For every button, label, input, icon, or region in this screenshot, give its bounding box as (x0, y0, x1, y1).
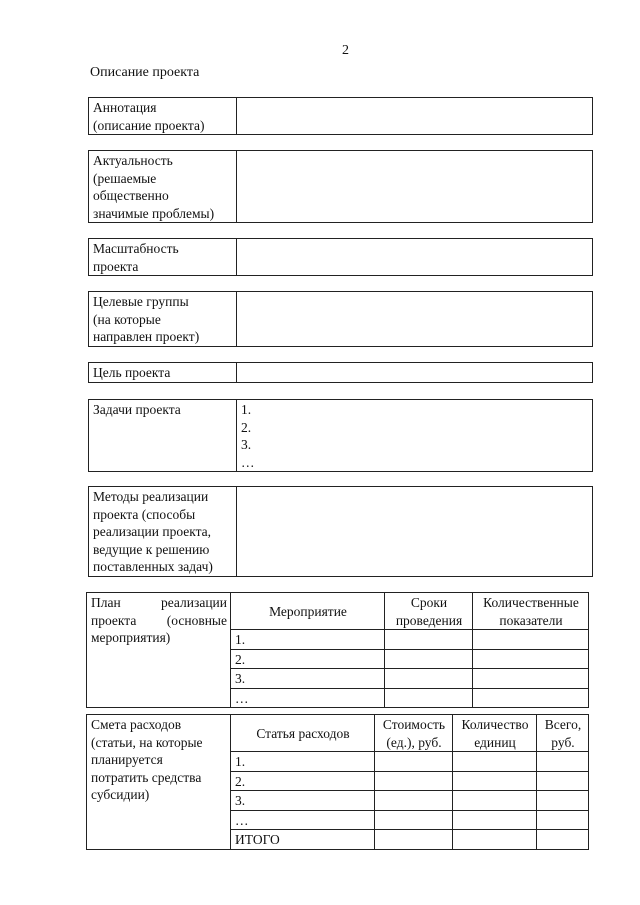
budget-table (86, 714, 589, 850)
task-item: 3. (241, 437, 252, 452)
budget-row-label[interactable]: 1. (231, 752, 375, 772)
budget-cell[interactable] (537, 791, 589, 811)
budget-label: Смета расходов (статьи, на которые планируется потратить средства субсидии) (87, 715, 231, 850)
plan-label: План реализации проекта (основные мероприятия) (87, 593, 231, 708)
budget-col-qty: Количество единиц (453, 715, 537, 752)
annotation-field[interactable] (237, 98, 593, 135)
goal-table (88, 362, 593, 383)
relevance-field[interactable] (237, 151, 593, 223)
budget-cell[interactable] (375, 810, 453, 830)
budget-cell[interactable] (537, 830, 589, 850)
methods-label: Методы реализации проекта (способы реализации проекта, ведущие к решению поставленных задач) (89, 487, 237, 577)
plan-table (86, 592, 589, 708)
task-item: … (241, 454, 255, 470)
target-groups-table (88, 291, 593, 347)
budget-cell[interactable] (537, 810, 589, 830)
budget-row-label[interactable]: … (231, 810, 375, 830)
plan-row-label[interactable]: 2. (231, 649, 385, 669)
budget-cell[interactable] (375, 791, 453, 811)
plan-col-indicators: Количественные показатели (473, 593, 589, 630)
scale-field[interactable] (237, 239, 593, 276)
budget-cell[interactable] (453, 771, 537, 791)
budget-cell[interactable] (375, 752, 453, 772)
plan-row-label[interactable]: 3. (231, 669, 385, 689)
budget-cell[interactable] (537, 771, 589, 791)
tasks-table (88, 399, 593, 472)
budget-col-item: Статья расходов (231, 715, 375, 752)
budget-cell[interactable] (453, 830, 537, 850)
methods-field[interactable] (237, 487, 593, 577)
budget-col-total: Всего, руб. (537, 715, 589, 752)
methods-table (88, 486, 593, 577)
plan-row-label[interactable]: … (231, 688, 385, 708)
task-item: 1. (241, 402, 252, 417)
scale-table (88, 238, 593, 276)
plan-cell[interactable] (473, 649, 589, 669)
plan-cell[interactable] (385, 669, 473, 689)
page-title: Описание проекта (90, 65, 200, 80)
tasks-label: Задачи проекта (89, 400, 237, 472)
budget-cell[interactable] (375, 771, 453, 791)
plan-cell[interactable] (385, 649, 473, 669)
plan-cell[interactable] (473, 669, 589, 689)
annotation-label: Аннотация (описание проекта) (89, 98, 237, 135)
plan-cell[interactable] (473, 688, 589, 708)
budget-row-label[interactable]: 2. (231, 771, 375, 791)
budget-row-label[interactable]: 3. (231, 791, 375, 811)
goal-label: Цель проекта (89, 363, 237, 383)
tasks-field[interactable] (237, 400, 593, 472)
scale-label: Масштабность проекта (89, 239, 237, 276)
plan-col-activity: Мероприятие (231, 593, 385, 630)
budget-cell[interactable] (453, 810, 537, 830)
task-item: 2. (241, 419, 252, 435)
target-groups-label: Целевые группы (на которые направлен проект) (89, 292, 237, 347)
relevance-label: Актуальность (решаемые общественно значимые проблемы) (89, 151, 237, 223)
relevance-table (88, 150, 593, 223)
plan-cell[interactable] (473, 630, 589, 650)
annotation-table (88, 97, 593, 135)
page-number: 2 (342, 43, 349, 58)
budget-cell[interactable] (537, 752, 589, 772)
plan-col-dates: Сроки проведения (385, 593, 473, 630)
budget-cell[interactable] (453, 752, 537, 772)
budget-cell[interactable] (453, 791, 537, 811)
budget-cell[interactable] (375, 830, 453, 850)
target-groups-field[interactable] (237, 292, 593, 347)
plan-cell[interactable] (385, 630, 473, 650)
goal-field[interactable] (237, 363, 593, 383)
plan-row-label[interactable]: 1. (231, 630, 385, 650)
budget-col-cost: Стоимость (ед.), руб. (375, 715, 453, 752)
plan-cell[interactable] (385, 688, 473, 708)
budget-total-label: ИТОГО (231, 830, 375, 850)
